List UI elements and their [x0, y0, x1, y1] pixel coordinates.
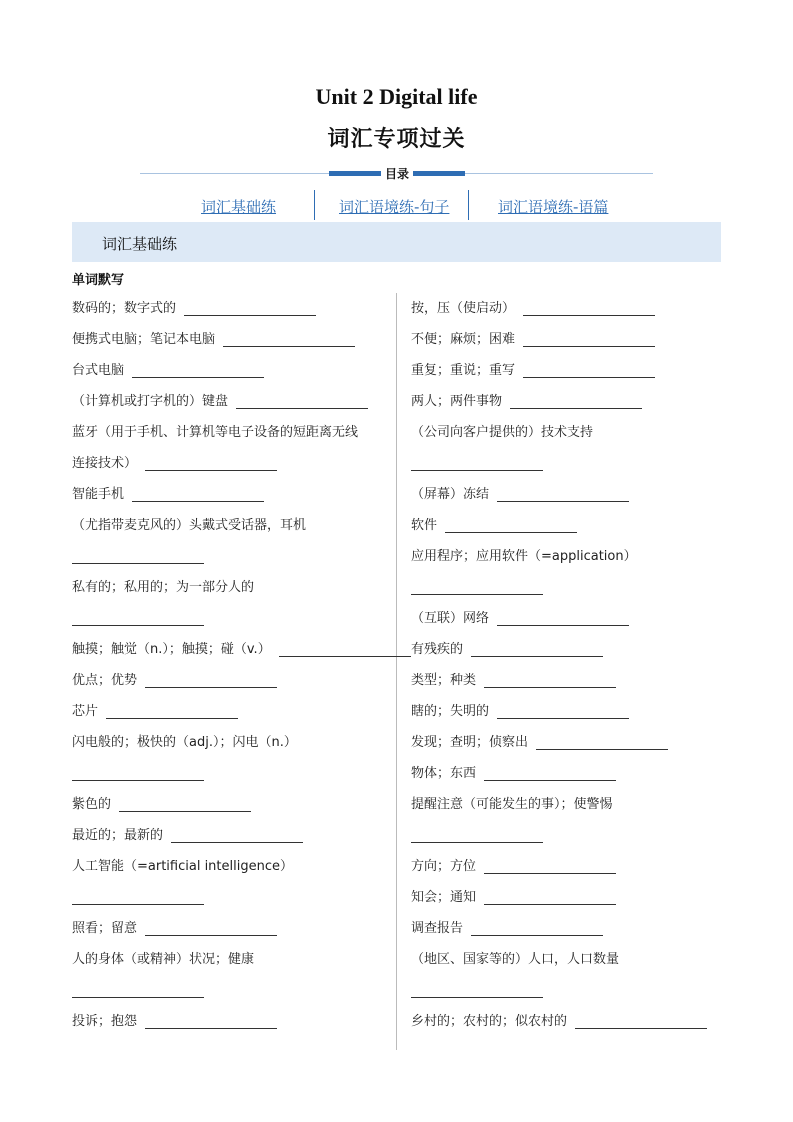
list-item: [411, 851, 723, 882]
list-item: [411, 727, 723, 758]
list-item: [72, 944, 384, 975]
item-text: 知会；通知: [411, 890, 477, 905]
answer-blank[interactable]: [523, 302, 655, 316]
item-text: 两人；两件事物: [411, 394, 503, 409]
item-text: 人工智能（=artificial intelligence）: [72, 859, 293, 874]
answer-blank[interactable]: [445, 519, 577, 533]
toc-accent-left: [329, 171, 381, 176]
item-text: 按，压（使启动）: [411, 301, 516, 316]
item-text: 乡村的；农村的；似农村的: [411, 1014, 568, 1029]
list-item: [72, 727, 384, 758]
item-text: 便携式电脑；笔记本电脑: [72, 332, 216, 347]
list-item: [411, 975, 723, 1006]
list-item: [72, 913, 384, 944]
right-column: [411, 293, 723, 1037]
item-text: 发现；查明；侦察出: [411, 735, 529, 750]
answer-blank[interactable]: [132, 364, 264, 378]
list-item: [411, 758, 723, 789]
item-text: 台式电脑: [72, 363, 125, 378]
item-text: 不便；麻烦；困难: [411, 332, 516, 347]
answer-blank[interactable]: [484, 674, 616, 688]
item-text: 软件: [411, 518, 438, 533]
answer-blank[interactable]: [145, 1015, 277, 1029]
item-text: （屏幕）冻结: [411, 487, 490, 502]
item-text: 类型；种类: [411, 673, 477, 688]
item-text: 连接技术）: [72, 456, 138, 471]
answer-blank[interactable]: [575, 1015, 707, 1029]
answer-blank[interactable]: [279, 643, 411, 657]
answer-blank[interactable]: [411, 984, 543, 998]
answer-blank[interactable]: [145, 922, 277, 936]
document-subtitle: 词汇专项过关: [327, 127, 466, 152]
answer-blank[interactable]: [223, 333, 355, 347]
answer-blank[interactable]: [145, 457, 277, 471]
list-item: [411, 913, 723, 944]
answer-blank[interactable]: [471, 643, 603, 657]
answer-blank[interactable]: [72, 891, 204, 905]
answer-blank[interactable]: [72, 767, 204, 781]
list-item: [72, 324, 384, 355]
answer-blank[interactable]: [484, 767, 616, 781]
toc-link-basic[interactable]: 词汇基础练: [201, 198, 277, 216]
item-text: 蓝牙（用于手机、计算机等电子设备的短距离无线: [72, 425, 359, 440]
item-text: 触摸；触觉（n.）；触摸；碰（v.）: [72, 642, 271, 657]
subheading: 单词默写: [72, 273, 125, 288]
answer-blank[interactable]: [536, 736, 668, 750]
item-text: 提醒注意（可能发生的事）；使警惕: [411, 797, 613, 812]
item-text: 优点；优势: [72, 673, 138, 688]
item-text: 调查报告: [411, 921, 464, 936]
list-item: [411, 603, 723, 634]
list-item: [72, 386, 384, 417]
list-item: [72, 1006, 384, 1037]
list-item: [411, 510, 723, 541]
list-item: [72, 541, 384, 572]
toc-separator: [314, 190, 315, 220]
list-item: [72, 479, 384, 510]
list-item: [411, 386, 723, 417]
item-text: 紫色的: [72, 797, 112, 812]
list-item: [72, 293, 384, 324]
item-text: （尤指带麦克风的）头戴式受话器，耳机: [72, 518, 307, 533]
answer-blank[interactable]: [411, 829, 543, 843]
answer-blank[interactable]: [411, 581, 543, 595]
item-text: 方向；方位: [411, 859, 477, 874]
list-item: [72, 820, 384, 851]
toc-label: 目录: [381, 165, 413, 182]
item-text: 照看；留意: [72, 921, 138, 936]
toc-links: [0, 190, 793, 220]
list-item: [411, 1006, 723, 1037]
answer-blank[interactable]: [497, 705, 629, 719]
item-text: 瞎的；失明的: [411, 704, 490, 719]
item-text: 数码的；数字式的: [72, 301, 177, 316]
item-text: （地区、国家等的）人口，人口数量: [411, 952, 620, 967]
list-item: [72, 417, 384, 448]
item-text: 重复；重说；重写: [411, 363, 516, 378]
list-item: [411, 789, 723, 820]
item-text: 物体；东西: [411, 766, 477, 781]
answer-blank[interactable]: [119, 798, 251, 812]
answer-blank[interactable]: [145, 674, 277, 688]
item-text: （计算机或打字机的）键盘: [72, 394, 229, 409]
left-column: [72, 293, 384, 1037]
item-text: 智能手机: [72, 487, 125, 502]
list-item: [411, 572, 723, 603]
toc-separator: [468, 190, 469, 220]
document-title: Unit 2 Digital life: [315, 84, 478, 109]
list-item: [72, 758, 384, 789]
list-item: [72, 572, 384, 603]
toc-link-sentence[interactable]: 词汇语境练-句子: [339, 198, 450, 216]
list-item: [72, 665, 384, 696]
answer-blank[interactable]: [106, 705, 238, 719]
item-text: 应用程序；应用软件（=application）: [411, 549, 637, 564]
list-item: [411, 417, 723, 448]
list-item: [72, 975, 384, 1006]
answer-blank[interactable]: [72, 550, 204, 564]
item-text: 有残疾的: [411, 642, 464, 657]
list-item: [72, 448, 384, 479]
list-item: [411, 634, 723, 665]
item-text: 投诉；抱怨: [72, 1014, 138, 1029]
list-item: [72, 851, 384, 882]
list-item: [72, 882, 384, 913]
list-item: [411, 541, 723, 572]
list-item: [411, 882, 723, 913]
answer-blank[interactable]: [484, 891, 616, 905]
list-item: [72, 510, 384, 541]
item-text: 私有的；私用的；为一部分人的: [72, 580, 255, 595]
toc-link-passage[interactable]: 词汇语境练-语篇: [498, 198, 609, 216]
list-item: [72, 789, 384, 820]
answer-blank[interactable]: [523, 333, 655, 347]
list-item: [411, 820, 723, 851]
answer-blank[interactable]: [523, 364, 655, 378]
item-text: 最近的；最新的: [72, 828, 164, 843]
list-item: [411, 696, 723, 727]
list-item: [411, 324, 723, 355]
toc-accent-right: [413, 171, 465, 176]
section-header: [72, 222, 721, 262]
list-item: [411, 944, 723, 975]
item-text: （互联）网络: [411, 611, 490, 626]
answer-blank[interactable]: [72, 984, 204, 998]
list-item: [411, 448, 723, 479]
item-text: 芯片: [72, 704, 99, 719]
answer-blank[interactable]: [497, 612, 629, 626]
answer-blank[interactable]: [471, 922, 603, 936]
item-text: 闪电般的；极快的（adj.）；闪电（n.）: [72, 735, 297, 750]
answer-blank[interactable]: [72, 612, 204, 626]
list-item: [72, 696, 384, 727]
answer-blank[interactable]: [132, 488, 264, 502]
answer-blank[interactable]: [510, 395, 642, 409]
item-text: 人的身体（或精神）状况；健康: [72, 952, 255, 967]
list-item: [411, 665, 723, 696]
list-item: [72, 634, 384, 665]
answer-blank[interactable]: [171, 829, 303, 843]
column-divider: [396, 293, 397, 1050]
answer-blank[interactable]: [411, 457, 543, 471]
answer-blank[interactable]: [184, 302, 316, 316]
item-text: （公司向客户提供的）技术支持: [411, 425, 594, 440]
list-item: [411, 293, 723, 324]
answer-blank[interactable]: [236, 395, 368, 409]
list-item: [72, 355, 384, 386]
answer-blank[interactable]: [484, 860, 616, 874]
section-title: 词汇基础练: [102, 235, 178, 253]
list-item: [411, 479, 723, 510]
list-item: [72, 603, 384, 634]
list-item: [411, 355, 723, 386]
answer-blank[interactable]: [497, 488, 629, 502]
